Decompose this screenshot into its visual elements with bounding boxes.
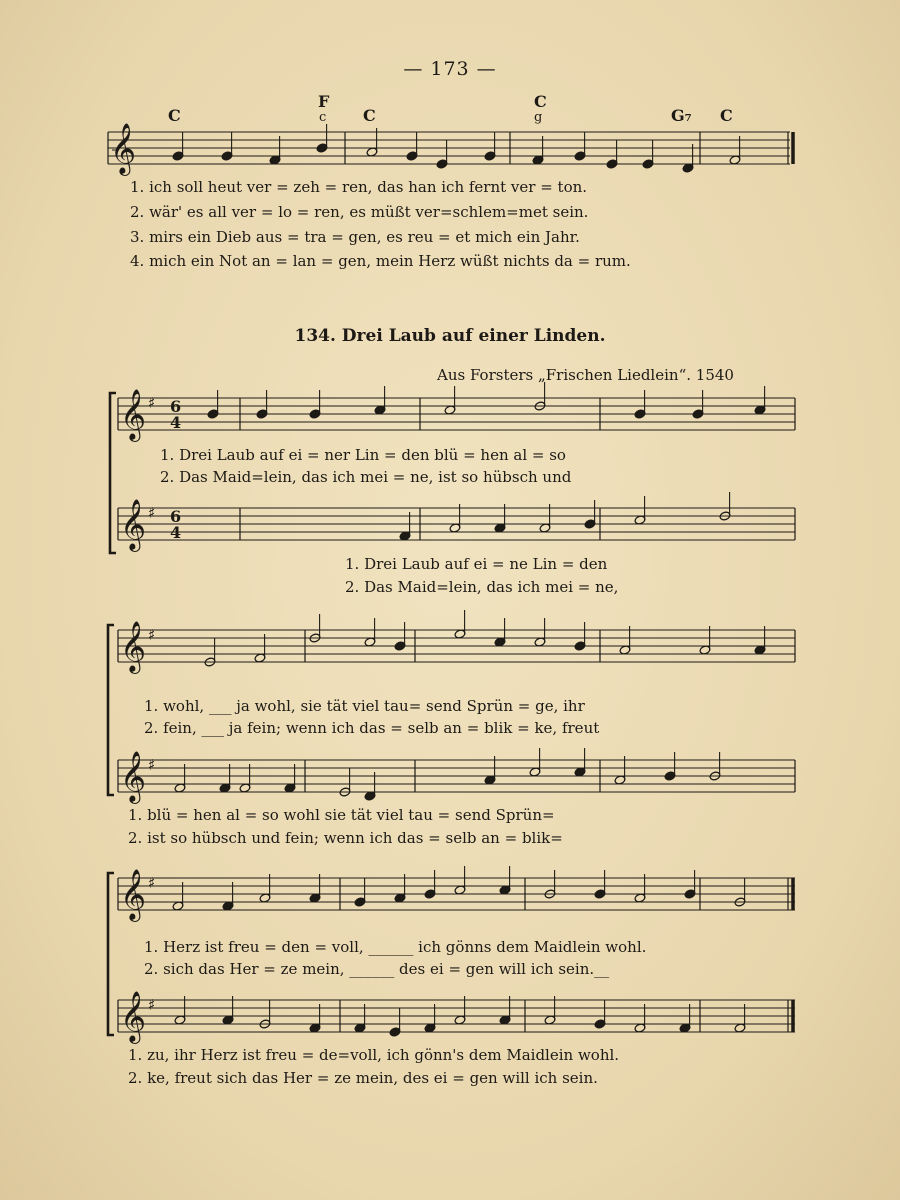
chord-bass: g	[534, 110, 543, 125]
lyric-line: 1. Drei Laub auf ei = ne Lin = den	[345, 555, 608, 573]
lyric-line: 1. Drei Laub auf ei = ner Lin = den blü = hen al = so	[160, 446, 566, 464]
key-signature-icon: ♯	[148, 394, 156, 412]
system-bracket	[110, 393, 116, 553]
system-bracket	[108, 873, 114, 1035]
lyric-line: 2. Das Maid=lein, das ich mei = ne,	[345, 578, 619, 596]
treble-clef-icon: 𝄞	[120, 499, 147, 550]
lyric-line: 1. ich soll heut ver = zeh = ren, das han ich fernt ver = ton.	[130, 178, 588, 196]
chord-symbol: C	[534, 92, 547, 111]
lyric-line: 2. ist so hübsch und fein; wenn ich das = selb an = blik=	[128, 829, 563, 847]
treble-clef-icon: 𝄞	[120, 991, 147, 1042]
lyric-line: 2. sich das Her = ze mein, ______ des ei = gen will ich sein.__	[144, 960, 610, 978]
lyric-line: 1. Herz ist freu = den = voll, ______ ich gönns dem Maidlein wohl.	[144, 938, 647, 956]
treble-clef-icon: 𝄞	[110, 123, 137, 174]
key-signature-icon: ♯	[148, 504, 156, 522]
lyric-line: 1. wohl, ___ ja wohl, sie tät viel tau= send Sprün = ge, ihr	[144, 697, 585, 715]
key-signature-icon: ♯	[148, 874, 156, 892]
lyric-line: 2. Das Maid=lein, das ich mei = ne, ist so hübsch und	[160, 468, 572, 486]
lyric-line: 2. ke, freut sich das Her = ze mein, des ei = gen will ich sein.	[128, 1069, 598, 1087]
lyric-line: 1. zu, ihr Herz ist freu = de=voll, ich gönn's dem Maidlein wohl.	[128, 1046, 620, 1064]
chord-bass: c	[319, 110, 327, 125]
page-number: — 173 —	[403, 58, 497, 80]
treble-clef-icon: 𝄞	[120, 621, 147, 672]
time-signature: 6	[170, 507, 182, 526]
treble-clef-icon: 𝄞	[120, 869, 147, 920]
time-signature: 4	[170, 523, 182, 542]
treble-clef-icon: 𝄞	[120, 751, 147, 802]
lyric-line: 2. wär' es all ver = lo = ren, es müßt ver=schlem=met sein.	[130, 203, 589, 221]
time-signature: 6	[170, 397, 182, 416]
treble-clef-icon: 𝄞	[120, 389, 147, 440]
time-signature: 4	[170, 413, 182, 432]
chord-symbol: C	[363, 106, 376, 125]
lyric-line: 1. blü = hen al = so wohl sie tät viel tau = send Sprün=	[128, 806, 555, 824]
key-signature-icon: ♯	[148, 626, 156, 644]
song-source: Aus Forsters „Frischen Liedlein“. 1540	[437, 366, 734, 384]
key-signature-icon: ♯	[148, 756, 156, 774]
chord-symbol: C	[720, 106, 733, 125]
chord-symbol: F	[318, 92, 330, 111]
lyric-line: 2. fein, ___ ja fein; wenn ich das = selb an = blik = ke, freut	[144, 719, 600, 737]
lyric-line: 3. mirs ein Dieb aus = tra = gen, es reu = et mich ein Jahr.	[130, 228, 580, 246]
chord-symbol: G₇	[671, 106, 692, 125]
chord-symbol: C	[168, 106, 181, 125]
key-signature-icon: ♯	[148, 996, 156, 1014]
system-bracket	[108, 625, 114, 795]
lyric-line: 4. mich ein Not an = lan = gen, mein Herz wüßt nichts da = rum.	[130, 252, 631, 270]
song-title: 134. Drei Laub auf einer Linden.	[294, 326, 606, 346]
